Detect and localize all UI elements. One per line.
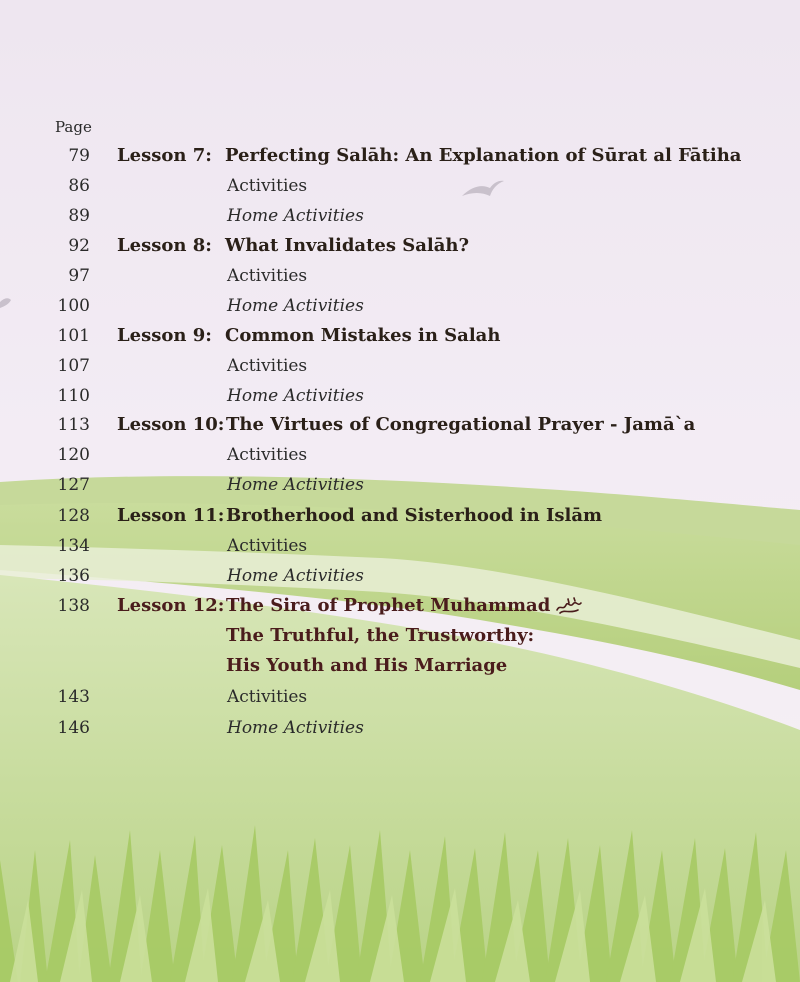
page-number: 101 (57, 326, 90, 346)
toc-row-lesson-12[interactable] (0, 594, 800, 618)
sub-entry: Home Activities (227, 475, 364, 495)
salutation-seal-icon (554, 596, 584, 616)
sub-entry: Activities (227, 687, 308, 707)
toc-row-lesson-12-subtitle-2 (0, 654, 800, 678)
toc-row-activities[interactable] (0, 174, 800, 198)
page-number: 107 (57, 356, 90, 376)
lesson-label: Lesson 9: (117, 325, 212, 346)
toc-row-lesson-11[interactable] (0, 504, 800, 528)
lesson-title: Brotherhood and Sisterhood in Islām (226, 505, 603, 526)
page-number: 89 (68, 206, 90, 226)
toc-row-activities[interactable] (0, 534, 800, 558)
page-number: 127 (57, 475, 90, 495)
page-number: 100 (57, 296, 90, 316)
sub-entry: Activities (227, 445, 308, 465)
page-number: 79 (68, 146, 90, 166)
sub-entry: Activities (227, 266, 308, 286)
toc-row-lesson-7[interactable] (0, 144, 800, 168)
lesson-label: Lesson 7: (117, 145, 212, 166)
page-number: 120 (57, 445, 90, 465)
toc-row-home-activities[interactable] (0, 716, 800, 740)
page-number: 128 (57, 506, 90, 526)
lesson-label: Lesson 12: (117, 595, 225, 616)
toc-row-home-activities[interactable] (0, 294, 800, 318)
lesson-label: Lesson 8: (117, 235, 212, 256)
toc-row-lesson-10[interactable] (0, 413, 800, 437)
page-number: 97 (68, 266, 90, 286)
toc-row-activities[interactable] (0, 354, 800, 378)
sub-entry: Home Activities (227, 386, 364, 406)
lesson-title: The Sira of Prophet Muhammad (226, 595, 551, 616)
page-number: 138 (57, 596, 90, 616)
lesson-subtitle: The Truthful, the Trustworthy: (226, 625, 535, 646)
sub-entry: Activities (227, 536, 308, 556)
toc-row-activities[interactable] (0, 264, 800, 288)
page-column-label: Page (55, 118, 92, 136)
page-number: 86 (68, 176, 90, 196)
lesson-title: Common Mistakes in Salah (225, 325, 501, 346)
sub-entry: Home Activities (227, 206, 364, 226)
sub-entry: Home Activities (227, 566, 364, 586)
sub-entry: Activities (227, 356, 308, 376)
toc-row-activities[interactable] (0, 443, 800, 467)
page-number: 134 (57, 536, 90, 556)
toc-row-lesson-9[interactable] (0, 324, 800, 348)
lesson-label: Lesson 11: (117, 505, 225, 526)
toc-row-home-activities[interactable] (0, 384, 800, 408)
toc-row-home-activities[interactable] (0, 564, 800, 588)
lesson-title: Perfecting Salāh: An Explanation of Sūrat al Fātiha (225, 145, 742, 166)
toc-row-lesson-12-subtitle-1 (0, 624, 800, 648)
toc-row-lesson-8[interactable] (0, 234, 800, 258)
page-number: 146 (57, 718, 90, 738)
lesson-label: Lesson 10: (117, 414, 225, 435)
sub-entry: Activities (227, 176, 308, 196)
lesson-title: The Virtues of Congregational Prayer - Jamā`a (226, 414, 696, 435)
page-number: 113 (57, 415, 90, 435)
page-number: 143 (57, 687, 90, 707)
sub-entry: Home Activities (227, 296, 364, 316)
toc-row-home-activities[interactable] (0, 204, 800, 228)
page-number: 136 (57, 566, 90, 586)
lesson-title: What Invalidates Salāh? (225, 235, 470, 256)
sub-entry: Home Activities (227, 718, 364, 738)
lesson-title-wrap (226, 594, 584, 618)
page-number: 92 (68, 236, 90, 256)
toc-row-home-activities[interactable] (0, 473, 800, 497)
page-number: 110 (57, 386, 90, 406)
toc-row-activities[interactable] (0, 685, 800, 709)
lesson-subtitle: His Youth and His Marriage (226, 655, 508, 676)
